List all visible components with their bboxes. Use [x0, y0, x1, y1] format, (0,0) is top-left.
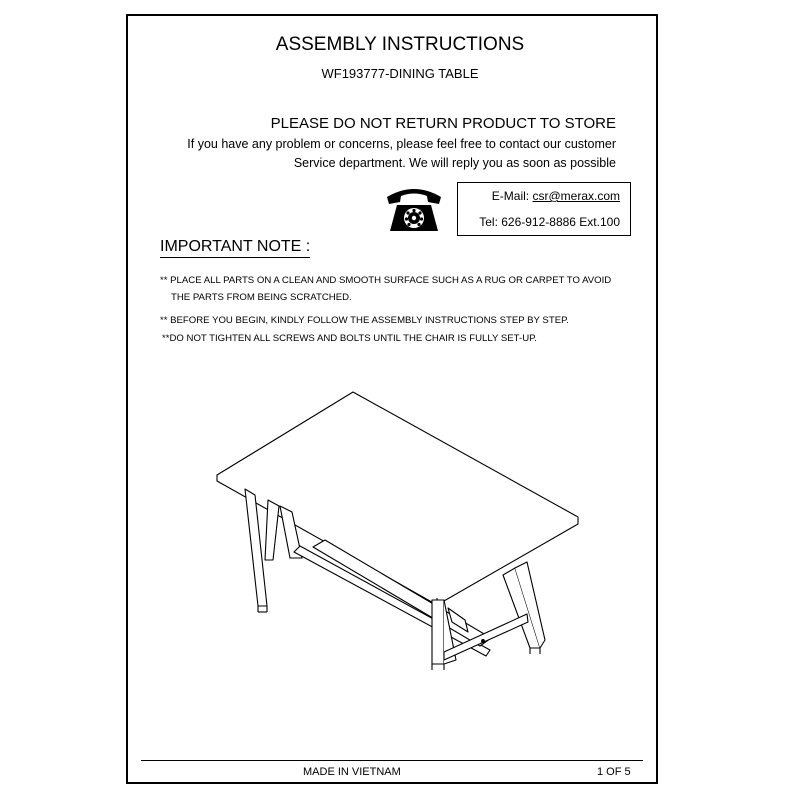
- page-number: 1 OF 5: [597, 766, 631, 778]
- important-note-heading: IMPORTANT NOTE :: [160, 238, 310, 258]
- left-leg-brace: [265, 500, 279, 560]
- telephone-icon: [383, 183, 445, 235]
- dining-table-illustration: [210, 388, 590, 673]
- note-item-1: ** PLACE ALL PARTS ON A CLEAN AND SMOOTH SURFACE SUCH AS A RUG OR CARPET TO AVOID: [160, 275, 612, 286]
- country-of-origin: MADE IN VIETNAM: [303, 766, 401, 778]
- contact-info-line-1: If you have any problem or concerns, please feel free to contact our customer: [187, 137, 616, 151]
- product-model: WF193777-DINING TABLE: [321, 66, 479, 81]
- contact-info-line-2: Service department. We will reply you as soon as possible: [293, 156, 616, 170]
- return-warning: PLEASE DO NOT RETURN PRODUCT TO STORE: [270, 115, 616, 132]
- telephone-number: Tel: 626-912-8886 Ext.100: [479, 215, 620, 229]
- note-item-1-continued: THE PARTS FROM BEING SCRATCHED.: [171, 292, 352, 303]
- right-leg-front: [432, 600, 444, 664]
- document-title: ASSEMBLY INSTRUCTIONS: [275, 34, 525, 55]
- note-item-3: **DO NOT TIGHTEN ALL SCREWS AND BOLTS UNTIL THE CHAIR IS FULLY SET-UP.: [162, 333, 537, 344]
- email-link[interactable]: csr@merax.com: [532, 189, 620, 203]
- footer-divider: [141, 760, 643, 761]
- email-row: [492, 189, 620, 203]
- email-label: E-Mail:: [491, 189, 533, 203]
- note-item-2: ** BEFORE YOU BEGIN, KINDLY FOLLOW THE ASSEMBLY INSTRUCTIONS STEP BY STEP.: [160, 315, 569, 326]
- contact-box: [457, 182, 631, 236]
- footer-bottom-rule: [141, 783, 643, 784]
